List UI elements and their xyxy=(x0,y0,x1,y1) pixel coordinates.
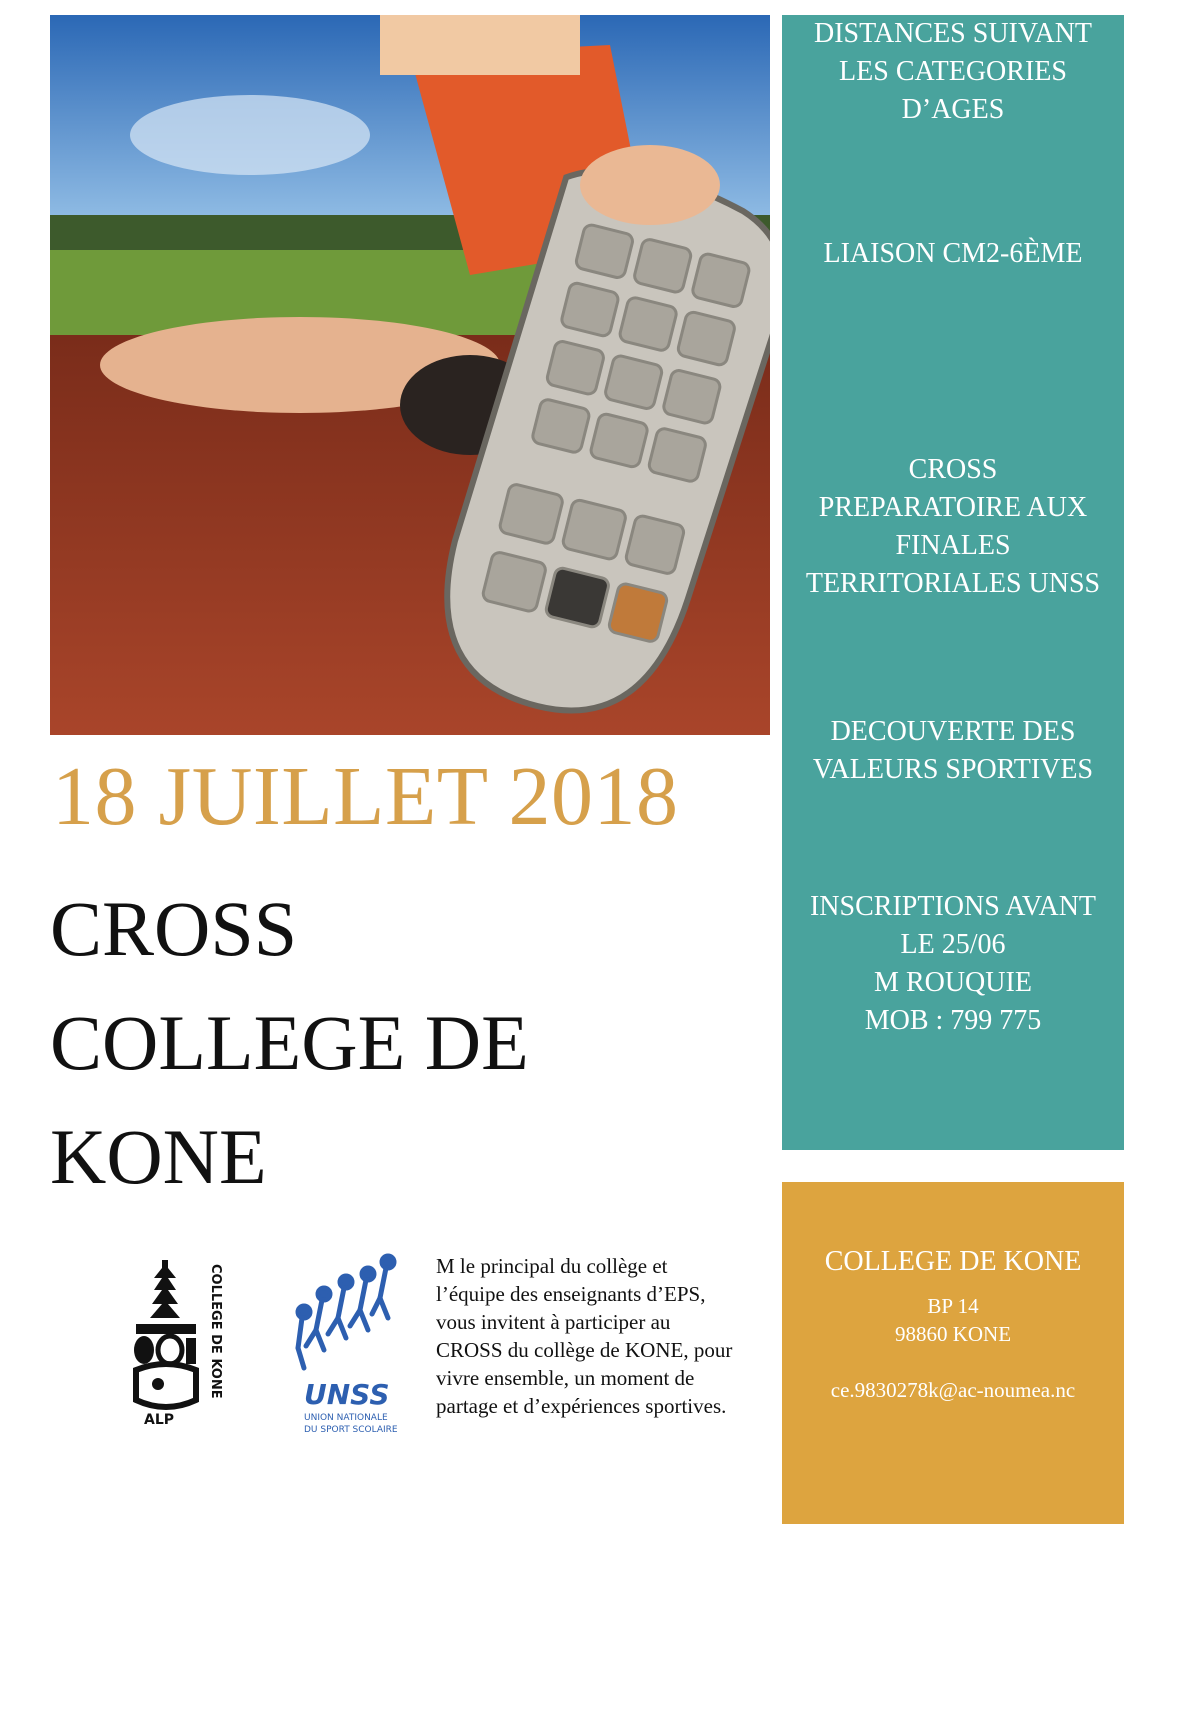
college-logo xyxy=(128,1258,230,1430)
info-line: LES CATEGORIES xyxy=(839,56,1067,87)
info-block-cross xyxy=(782,451,1124,603)
college-logo-sub: ALP xyxy=(144,1412,175,1428)
info-line: LIAISON CM2-6ÈME xyxy=(823,238,1083,269)
contact-name: COLLEGE DE KONE xyxy=(824,1246,1082,1277)
info-block-inscriptions xyxy=(782,888,1124,1040)
unss-logo-sub: DU SPORT SCOLAIRE xyxy=(304,1425,398,1435)
contact-email[interactable]: ce.9830278k@ac-noumea.nc xyxy=(830,1378,1076,1402)
title-line: CROSS xyxy=(50,885,298,972)
info-line: MOB : 799 775 xyxy=(864,1005,1042,1036)
hero-photo xyxy=(50,15,770,735)
info-line: INSCRIPTIONS AVANT xyxy=(809,891,1097,922)
info-block-valeurs xyxy=(782,713,1124,789)
info-panel xyxy=(782,15,1124,1150)
info-line: D’AGES xyxy=(901,94,1005,125)
event-date: 18 JUILLET 2018 xyxy=(52,750,679,843)
college-logo-text: COLLEGE DE KONE xyxy=(208,1264,223,1399)
contact-bp: BP 14 xyxy=(927,1294,979,1318)
unss-logo-text: UNSS xyxy=(304,1378,390,1411)
info-line: PREPARATOIRE AUX xyxy=(818,492,1088,523)
info-line: FINALES xyxy=(895,530,1011,561)
info-block-distances xyxy=(782,15,1124,129)
event-title xyxy=(50,872,529,1214)
invitation-text: M le principal du collège et l’équipe des enseignants d’EPS, vous invitent à participer au CROSS du collège de KONE, pour vivre ensemble, un moment de partage et d’expériences sportives. xyxy=(436,1254,733,1418)
info-line: CROSS xyxy=(908,454,998,485)
title-line: COLLEGE DE xyxy=(50,999,529,1086)
info-line: TERRITORIALES UNSS xyxy=(805,568,1101,599)
contact-postal: 98860 KONE xyxy=(894,1322,1012,1346)
info-line: M ROUQUIE xyxy=(874,967,1032,998)
info-line: DISTANCES SUIVANT xyxy=(813,18,1093,49)
info-line: LE 25/06 xyxy=(900,929,1006,960)
info-block-liaison xyxy=(782,235,1124,273)
unss-logo xyxy=(288,1252,428,1452)
info-line: VALEURS SPORTIVES xyxy=(812,754,1094,785)
unss-logo-sub: UNION NATIONALE xyxy=(304,1413,388,1423)
contact-panel xyxy=(782,1182,1124,1524)
info-line: DECOUVERTE DES xyxy=(830,716,1076,747)
title-line: KONE xyxy=(50,1113,267,1200)
